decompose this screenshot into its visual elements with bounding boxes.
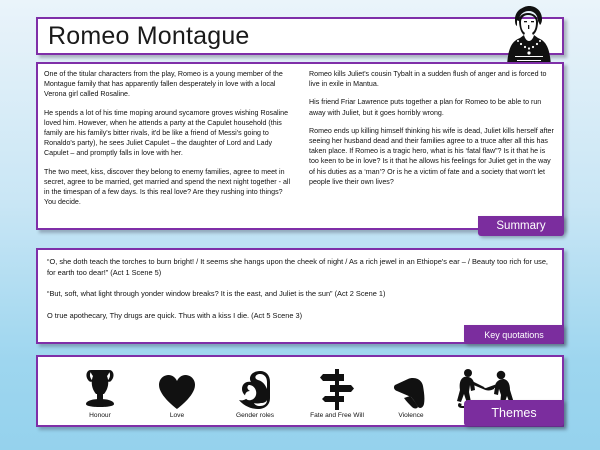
quotation-item: “O, she doth teach the torches to burn bright! / It seems she hangs upon the cheek of night / As a rich jewel in an Ethiope's ear – / Beauty too rich for use, for earth too dear!” (Act 1 Scene 5) [47,257,548,277]
theme-item-love [138,357,216,423]
summary-paragraph: The two meet, kiss, discover they belong to enemy families, agree to meet in secret, agree to be married, get married and spend the next night together - all in the timespan of a few days. Is this real love? Are they rushing into things? You decide. [44,167,291,207]
punching-fist-icon [391,366,431,410]
theme-item-honour [62,357,138,423]
signpost-icon [320,366,354,410]
summary-paragraph: Romeo kills Juliet's cousin Tybalt in a sudden flush of anger and is forced to live in exile in Mantua. [309,70,547,89]
theme-label: Fate and Free Will [310,412,364,419]
theme-item-violence [380,357,442,423]
romeo-portrait-icon [498,4,556,66]
theme-label: Violence [398,412,424,419]
summary-paragraph: One of the titular characters from the play, Romeo is a young member of the Montague family that has apparently fallen desperately in love with a local Verona girl called Rosaline. [44,70,283,99]
summary-paragraph: Romeo ends up killing himself thinking his wife is dead, Juliet kills herself after seeing her husband dead and their families agree to a truce after all this has taken place. If Romeo is a tragic hero, what is his ‘fatal flaw”? Is it that he is too keen to be in love? Is it that he allows his feelings for Juliet get in the way of his duties as a ‘man’? Or is he a victim of fate and a society that won't let people live their own lives? [309,126,554,186]
theme-label: Love [169,412,185,419]
summary-panel [36,62,564,230]
theme-label: Gender roles [235,412,275,419]
quotation-item: “But, soft, what light through yonder window breaks? It is the east, and Juliet is the sun” (Act 2 Scene 1) [47,289,386,299]
trophy-icon [82,366,118,410]
summary-paragraph: His friend Friar Lawrence puts together a plan for Romeo to be able to run away with Juliet, but it goes horribly wrong. [309,98,542,117]
quotation-item: O true apothecary, Thy drugs are quick. Thus with a kiss I die. (Act 5 Scene 3) [47,311,303,321]
summary-right-column [300,69,556,224]
summary-paragraph: He spends a lot of his time moping around sycamore groves wishing Rosaline loved him. However, when he attends a party at the Capulet household (this family are his family's bitter rivals, it'd be like a friend of Messi's going to Ronaldo's party), he sees Juliet Capulet – the daughter of Lord and Lady Capulet – and promptly falls in love with her. [44,108,289,158]
heart-icon [158,366,196,410]
theme-item-fate-and-free-will [294,357,380,423]
flexed-bicep-icon [236,366,274,410]
page-title: Romeo Montague [48,21,250,50]
theme-label: Honour [89,412,111,419]
summary-left-column [44,69,300,224]
key-quotations-section-tab: Key quotations [464,325,564,344]
title-bar [36,17,564,55]
theme-item-gender-roles [216,357,294,423]
themes-section-tab: Themes [464,400,564,426]
summary-section-tab: Summary [478,216,564,236]
